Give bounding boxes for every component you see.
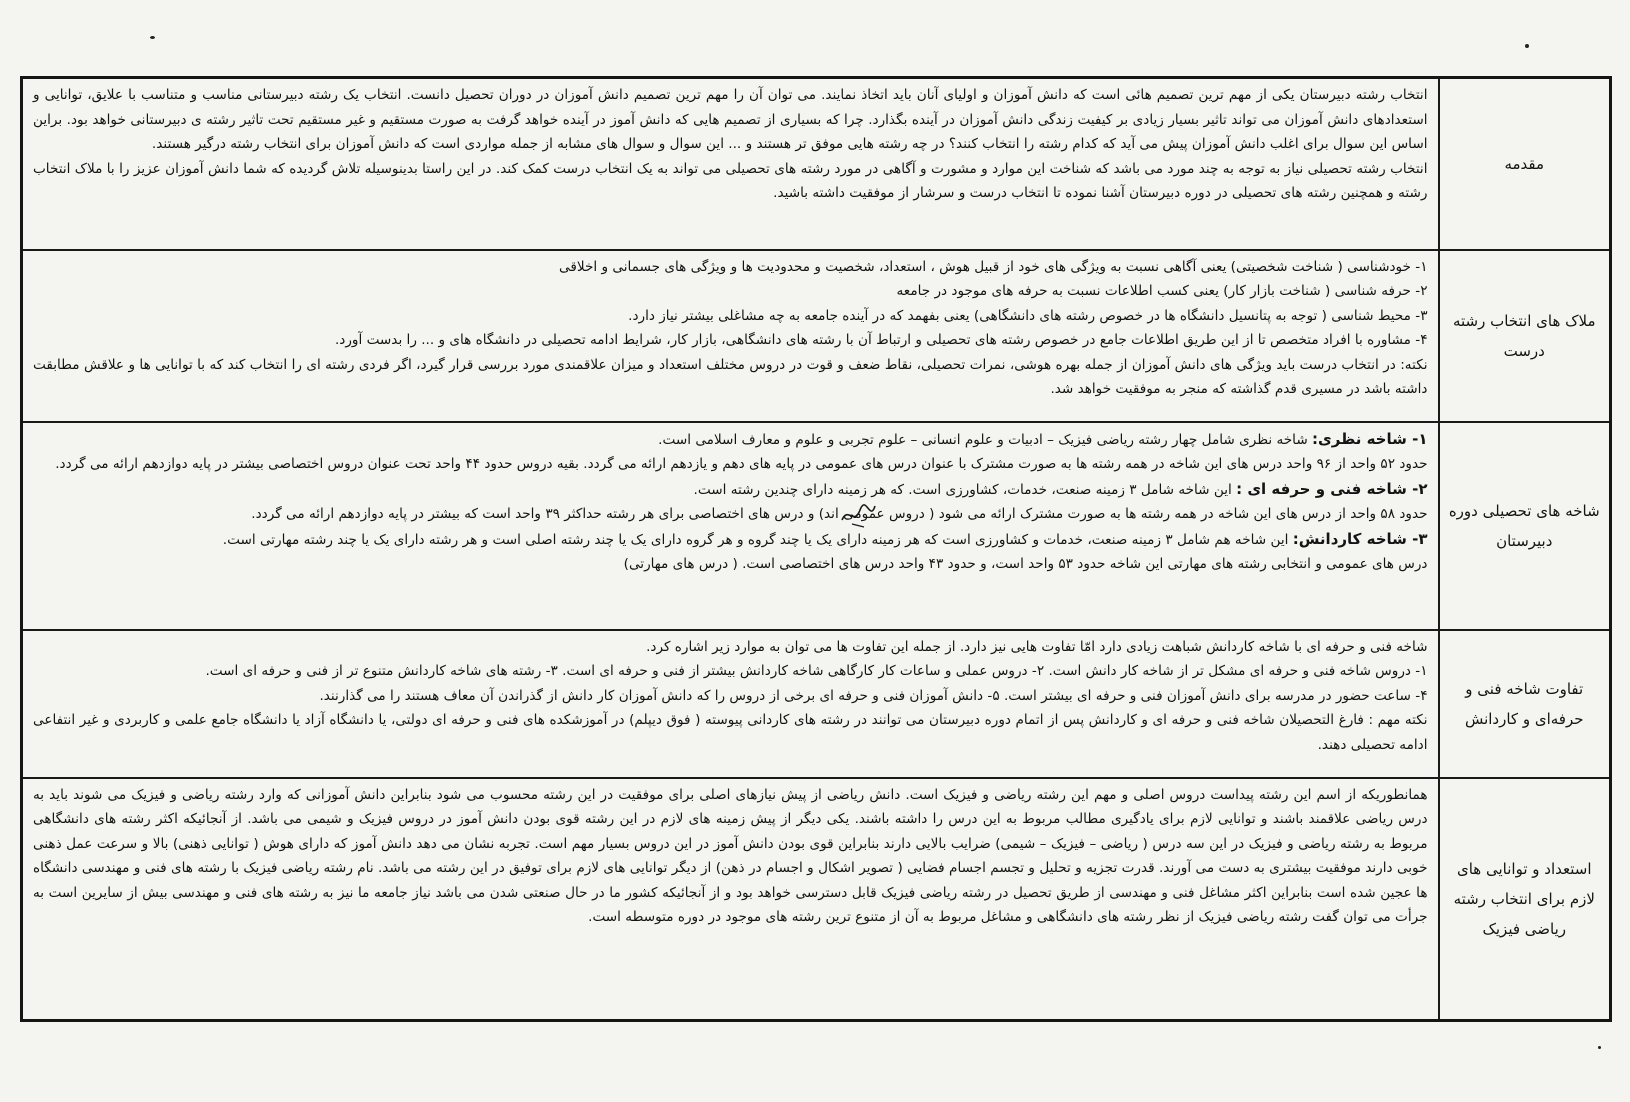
branch-intro: این شاخه هم شامل ۳ زمینه صنعت، خدمات و کشاورزی است که هر زمینه دارای یک یا چند گروه و هر گروه دارای یک یا چند رشته اصلی است و هر رشته دارای یک یا چند رشته مهارتی است. [222,531,1289,548]
branch-technical [33,477,1428,503]
section-label-math-physics: استعداد و توانایی های لازم برای انتخاب رشته ریاضی فیزیک [1439,778,1611,1021]
paragraph: ۱- دروس شاخه فنی و حرفه ای مشکل تر از شاخه کار دانش است. ۲- دروس عملی و ساعات کار کارگاهی شاخه کاردانش بیشتر از فنی و حرفه ای است. ۳- رشته های شاخه کاردانش متنوع تر از فنی و حرفه ای است. [205,663,1428,680]
section-row-math-physics [22,778,1611,1021]
branch-heading: ۳- شاخه کاردانش: [1292,529,1428,548]
branch-theoretical [33,427,1428,453]
branch-vocational [33,527,1428,553]
section-row-criteria [22,250,1611,422]
paragraph: انتخاب رشته تحصیلی نیاز به توجه به چند مورد می باشد که شناخت این موارد و مشورت و آگاهی در مورد رشته های تحصیلی می تواند به یک انتخاب درست کمک کند. در این راستا بدینوسیله تلاش گردیده که شما دانش آموزان عزیز را با ملاک انتخاب رشته و همچنین رشته های تحصیلی در دوره دبیرستان آشنا نموده تا انتخاب درست و سرشار از موفقیت داشته باشید. [33,160,1428,202]
section-content-branches [22,422,1439,630]
section-content-intro [22,78,1439,250]
paragraph: ۴- ساعت حضور در مدرسه برای دانش آموزان فنی و حرفه ای بیشتر است. ۵- دانش آموزان فنی و حرفه ای برخی از دروس را که دانش آموزان کار دانش از گذراندن آن معاف هستند را می گذارنند. [319,687,1428,704]
section-content-differences [22,630,1439,778]
section-row-branches [22,422,1611,630]
section-content-criteria [22,250,1439,422]
branch-intro: شاخه نظری شامل چهار رشته ریاضی فیزیک – ادبیات و علوم انسانی – علوم تجربی و علوم و معارف اسلامی است. [658,431,1308,448]
paragraph: شاخه فنی و حرفه ای با شاخه کاردانش شباهت زیادی دارد امّا تفاوت هایی نیز دارد. از جمله این تفاوت ها می توان به موارد زیر اشاره کرد. [646,638,1428,655]
branch-heading: ۱- شاخه نظری: [1312,429,1428,448]
list-item: ۳- محیط شناسی ( توجه به پتانسیل دانشگاه ها در خصوص رشته های دانشگاهی) یعنی بفهمد که در آینده جامعه به چه مشاغلی بیشتر نیاز دارد. [628,307,1428,324]
scan-speck [1525,44,1529,48]
branch-heading: ۲- شاخه فنی و حرفه ای : [1236,479,1428,498]
note-paragraph: نکته: در انتخاب درست باید ویژگی های دانش آموزان از جمله بهره هوشی، نمرات تحصیلی، نقاط ضعف و قوت در دروس مختلف استعداد و میزان علاقمندی مورد بررسی قرار گیرد، اگر فردی رشته ای را انتخاب کند که با توانایی ها و علاقش مطابقت داشته باشد در مسیری قدم گذاشته که منجر به موفقیت خواهد شد. [33,356,1428,398]
list-item: ۱- خودشناسی ( شناخت شخصیتی) یعنی آگاهی نسبت به ویژگی های خود از قبیل هوش ، استعداد، شخصیت و محدودیت ها و ویژگی های جسمانی و اخلاقی [559,258,1428,275]
branch-intro: این شاخه شامل ۳ زمینه صنعت، خدمات، کشاورزی است. که هر زمینه دارای چندین رشته است. [693,481,1232,498]
branch-details: حدود ۵۲ واحد از ۹۶ واحد درس های این شاخه در همه رشته ها به صورت مشترک با عنوان درس های عمومی در پایه های دهم و یازدهم ارائه می گردد. بقیه دروس حدود ۴۴ واحد تحت عنوان دروس اختصاصی بیشتر در پایه دوازدهم ارائه می گردد. [55,456,1428,473]
section-row-differences [22,630,1611,778]
scan-speck [150,36,155,39]
branch-details: حدود ۵۸ واحد از درس های این شاخه در همه رشته ها به صورت مشترک ارائه می شود ( دروس عمومی اند) و درس های اختصاصی برای هر رشته حداکثر ۳۹ واحد است که بیشتر در پایه دوازدهم ارائه می گردد. [251,506,1428,523]
section-label-differences: تفاوت شاخه فنی و حرفه‌ای و کاردانش [1439,630,1611,778]
list-item: ۲- حرفه شناسی ( شناخت بازار کار) یعنی کسب اطلاعات نسبت به حرفه های موجود در جامعه [896,283,1428,300]
section-content-math-physics [22,778,1439,1021]
paragraph: همانطوریکه از اسم این رشته پیداست دروس اصلی و مهم این رشته ریاضی و فیزیک است. دانش ریاضی از پیش نیازهای اصلی برای موفقیت در این رشته محسوب می شود بنابراین دانش آموزانی که وارد رشته ریاضی و فیزیک می شوند باید به درس ریاضی علاقمند باشند و توانایی لازم برای یادگیری مطالب مربوط به این درس را داشته باشند. یکی دیگر از پیش زمینه های لازم در این رشته قوی بودن دانش آموز در دروس فیزیک و شیمی می باشد. از آنجائیکه اکثر رشته های دانشگاهی مربوط به رشته ریاضی و فیزیک در این سه درس ( ریاضی – فیزیک – شیمی) ضرایب بالایی دارند بنابراین قوی بودن دانش آموز در این دروس بسیار مهم است. تجربه نشان می دهد دانش آموز که دارای هوش ( توانایی ذهنی) بالا و سرعت عمل ذهنی خوبی دارند موفقیت بیشتری به دست می آورند. قدرت تجزیه و تحلیل و تجسم اجسام فضایی ( تصویر اشکال و اجسام در ذهن) از دیگر توانایی های لازم برای توفیق در این رشته می باشد. نام رشته ریاضی فیزیک با رشته های فنی و مهندسی دانشگاه ها عجین شده است بنابراین اکثر مشاغل فنی و مهندسی از طریق تحصیل در رشته ریاضی فیزیک قابل دسترسی خواهد بود و از آنجائیکه کشور ما در حال صنعتی شدن می باشد نیاز جامعه ما نیز به رشته های فنی و مهندسی بیش از سایرین است به جرأت می توان گفت رشته ریاضی فیزیک از نظر رشته های دانشگاهی و مشاغل مربوط به آن از متنوع ترین رشته های موجود در دوره متوسطه است. [33,786,1428,926]
scan-speck [1598,1046,1601,1049]
paragraph: انتخاب رشته دبیرستان یکی از مهم ترین تصمیم هائی است که دانش آموزان و اولیای آنان باید اتخاذ نمایند. می توان آن را مهم ترین تصمیم دانش آموزان در دوران تحصیل دانست. انتخاب یک رشته دبیرستانی مناسب و متناسب با علایق، توانایی و استعدادهای دانش آموزان می تواند تاثیر بسیار زیادی بر کیفیت زندگی دانش آموزان در آینده بگذارد. چرا که بسیاری از تصمیم هایی که دانش آموز در آینده خواهد گرفت به صورت مستقیم و غیر مستقیم تحت تاثیر رشته ی دبیرستانی خواهد بود. براین اساس این سوال برای اغلب دانش آموزان پیش می آید که کدام رشته را انتخاب کنند؟ در چه رشته هایی موفق تر هستند و ... این سوال و سوال های مشابه از جمله مواردی است که دانش آموزان برای انتخاب رشته درگیر هستند. [33,87,1428,153]
section-label-branches: شاخه های تحصیلی دوره دبیرستان [1439,422,1611,630]
list-item: ۴- مشاوره با افراد متخصص تا از این طریق اطلاعات جامع در خصوص رشته های تحصیلی و ارتباط آن با رشته های دانشگاهی، بازار کار، شرایط ادامه تحصیلی در دانشگاه های و ... را بدست آورد. [334,332,1428,349]
section-label-intro: مقدمه [1439,78,1611,250]
document-table [20,76,1612,1022]
section-label-criteria: ملاک های انتخاب رشته درست [1439,250,1611,422]
handwritten-scribble [838,500,878,530]
branch-details: درس های عمومی و انتخابی رشته های مهارتی این شاخه حدود ۵۳ واحد است، و حدود ۴۳ واحد درس های اختصاصی است. ( درس های مهارتی) [623,556,1428,573]
section-row-intro [22,78,1611,250]
note-paragraph: نکته مهم : فارغ التحصیلان شاخه فنی و حرفه ای و کاردانش پس از اتمام دوره دبیرستان می توانند در رشته های کاردانی پیوسته ( فوق دیپلم) در آموزشکده های فنی و حرفه ای دولتی، یا دانشگاه آزاد یا دانشگاه جامع علمی و کاربردی و غیر انتفاعی ادامه تحصیلی دهند. [33,712,1428,753]
